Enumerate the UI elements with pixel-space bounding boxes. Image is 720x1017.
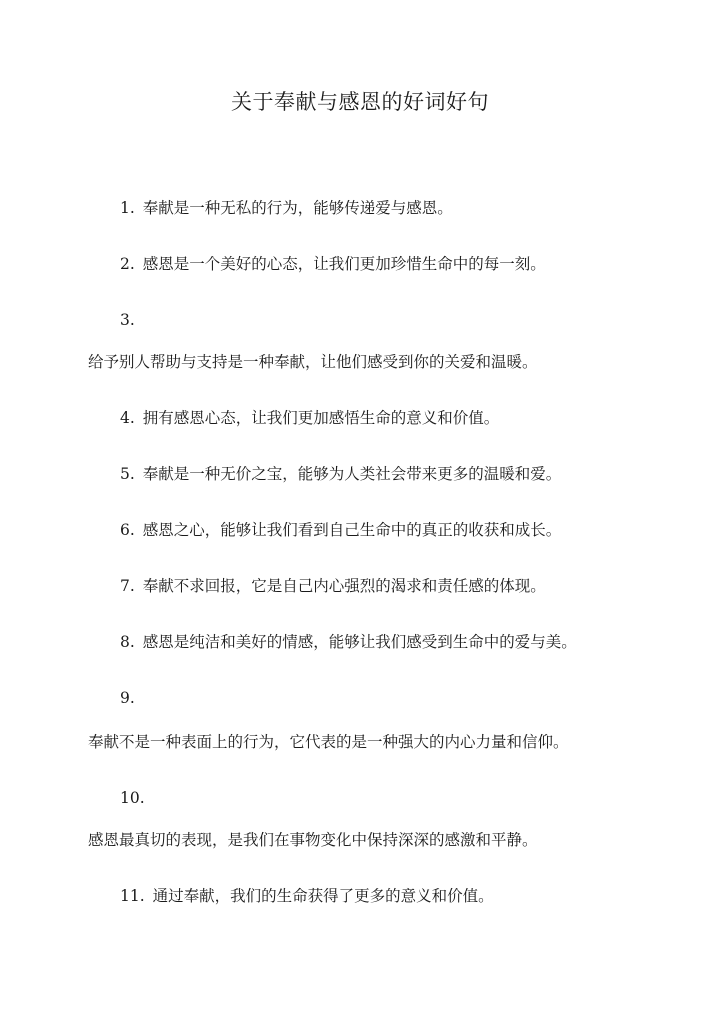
list-item-1 (120, 198, 453, 218)
list-item-number: 3. (120, 311, 135, 329)
list-item-text: 感恩之心，能够让我们看到自己生命中的真正的收获和成长。 (142, 521, 562, 539)
list-item-number: 9. (120, 689, 135, 707)
list-item-number: 10. (120, 789, 145, 807)
list-item-6 (120, 520, 561, 540)
list-item-text: 奉献不求回报，它是自己内心强烈的渴求和责任感的体现。 (142, 577, 546, 595)
list-item-10-number-line (120, 788, 153, 808)
list-item-number: 4. (120, 409, 135, 427)
list-item-text: 奉献是一种无私的行为，能够传递爱与感恩。 (142, 199, 453, 217)
list-item-9-text-line (88, 732, 569, 752)
page-title: 关于奉献与感恩的好词好句 (231, 90, 489, 114)
list-item-3-text-line (88, 352, 538, 372)
list-item-number: 5. (120, 465, 135, 483)
list-item-number: 2. (120, 255, 135, 273)
list-item-text: 通过奉献，我们的生命获得了更多的意义和价值。 (152, 887, 494, 905)
list-item-text: 奉献不是一种表面上的行为，它代表的是一种强大的内心力量和信仰。 (88, 733, 569, 751)
list-item-8 (120, 632, 577, 652)
list-item-text: 拥有感恩心态，让我们更加感悟生命的意义和价值。 (142, 409, 500, 427)
list-item-3-number-line (120, 310, 143, 330)
list-item-number: 6. (120, 521, 135, 539)
list-item-text: 感恩最真切的表现，是我们在事物变化中保持深深的感激和平静。 (88, 831, 538, 849)
list-item-number: 7. (120, 577, 135, 595)
list-item-11 (120, 886, 494, 906)
list-item-5 (120, 464, 561, 484)
list-item-7 (120, 576, 546, 596)
list-item-text: 奉献是一种无价之宝，能够为人类社会带来更多的温暖和爱。 (142, 465, 562, 483)
list-item-number: 1. (120, 199, 135, 217)
list-item-text: 感恩是一个美好的心态，让我们更加珍惜生命中的每一刻。 (142, 255, 546, 273)
list-item-text: 给予别人帮助与支持是一种奉献，让他们感受到你的关爱和温暖。 (88, 353, 538, 371)
list-item-2 (120, 254, 546, 274)
list-item-9-number-line (120, 688, 143, 708)
list-item-number: 8. (120, 633, 135, 651)
list-item-text: 感恩是纯洁和美好的情感，能够让我们感受到生命中的爱与美。 (142, 633, 577, 651)
list-item-number: 11. (120, 887, 145, 905)
list-item-10-text-line (88, 830, 538, 850)
list-item-4 (120, 408, 499, 428)
